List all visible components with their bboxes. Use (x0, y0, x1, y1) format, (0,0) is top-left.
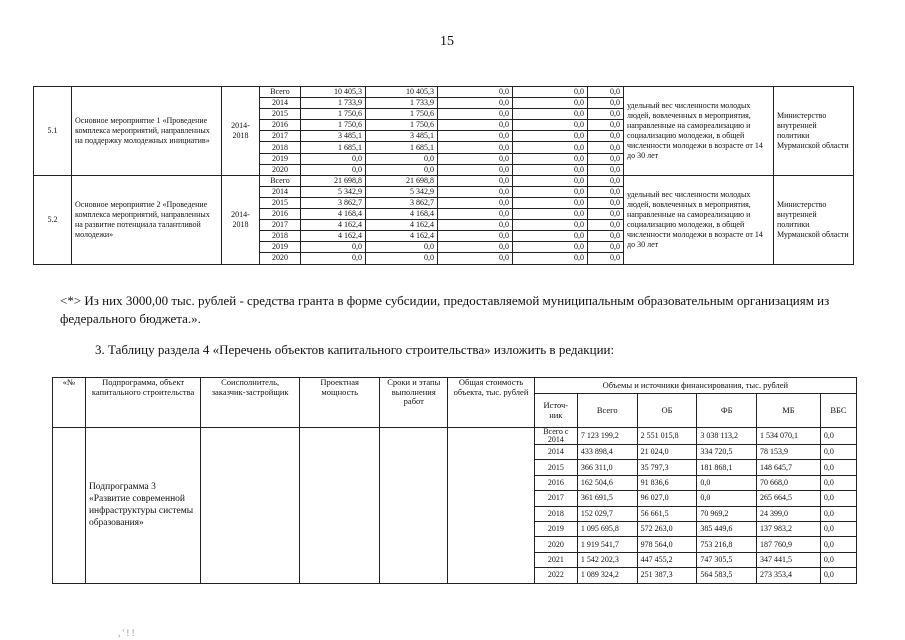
source-cell: 2019 (534, 521, 577, 536)
source-cell: Всего с 2014 (534, 428, 577, 445)
year-cell: 2016 (260, 209, 301, 220)
amount-cell: 0,0 (366, 242, 438, 253)
amount-cell: 0,0 (697, 491, 757, 506)
program-activities-table (33, 86, 854, 265)
amount-cell: 5 342,9 (301, 186, 366, 197)
amount-cell: 7 123 199,2 (577, 428, 637, 445)
amount-cell: 0,0 (513, 142, 588, 153)
amount-cell: 0,0 (588, 120, 624, 131)
amount-cell: 162 504,6 (577, 475, 637, 490)
executor-text: Министерство внутренней политики Мурманской области (774, 87, 854, 176)
amount-cell: 4 162,4 (366, 231, 438, 242)
amount-cell: 3 038 113,2 (697, 428, 757, 445)
amount-cell: 91 836,6 (637, 475, 697, 490)
section-heading: 3. Таблицу раздела 4 «Перечень объектов капитального строительства» изложить в редакции: (95, 342, 615, 357)
amount-cell: 21 698,8 (301, 175, 366, 186)
source-cell: 2021 (534, 552, 577, 567)
header-funding: Объемы и источники финансирования, тыс. рублей (534, 378, 856, 394)
amount-cell: 1 685,1 (301, 142, 366, 153)
amount-cell: 0,0 (438, 98, 513, 109)
amount-cell: 0,0 (820, 552, 856, 567)
amount-cell: 0,0 (588, 253, 624, 264)
amount-cell: 334 720,5 (697, 445, 757, 460)
amount-cell: 187 760,9 (757, 537, 821, 552)
activity-number: 5.2 (34, 175, 72, 264)
source-cell: 2016 (534, 475, 577, 490)
amount-cell: 0,0 (438, 253, 513, 264)
amount-cell: 1 534 070,1 (757, 428, 821, 445)
amount-cell: 0,0 (366, 164, 438, 175)
subprogram-name: Подпрограмма 3 «Развитие современной инфраструктуры системы образования» (85, 428, 200, 584)
year-cell: 2020 (260, 253, 301, 264)
amount-cell: 0,0 (820, 506, 856, 521)
amount-cell: 0,0 (438, 131, 513, 142)
amount-cell: 3 485,1 (366, 131, 438, 142)
amount-cell: 0,0 (513, 186, 588, 197)
amount-cell: 1 685,1 (366, 142, 438, 153)
page-number: 15 (440, 34, 454, 49)
activity-period: 2014-2018 (222, 87, 260, 176)
amount-cell: 0,0 (588, 175, 624, 186)
amount-cell: 978 564,0 (637, 537, 697, 552)
amount-cell: 0,0 (438, 231, 513, 242)
header-total: Всего (577, 394, 637, 428)
source-cell: 2014 (534, 445, 577, 460)
amount-cell: 0,0 (588, 220, 624, 231)
source-cell: 2017 (534, 491, 577, 506)
amount-cell: 0,0 (513, 242, 588, 253)
amount-cell: 35 797,3 (637, 460, 697, 475)
amount-cell: 0,0 (588, 242, 624, 253)
amount-cell: 3 862,7 (366, 197, 438, 208)
amount-cell: 0,0 (513, 153, 588, 164)
year-cell: 2020 (260, 164, 301, 175)
amount-cell: 0,0 (588, 142, 624, 153)
year-cell: 2019 (260, 153, 301, 164)
amount-cell: 0,0 (438, 186, 513, 197)
amount-cell: 0,0 (301, 153, 366, 164)
amount-cell: 70 969,2 (697, 506, 757, 521)
source-cell: 2018 (534, 506, 577, 521)
amount-cell: 0,0 (697, 475, 757, 490)
scan-artifact: , ' ! ! (118, 628, 135, 638)
amount-cell: 0,0 (588, 164, 624, 175)
amount-cell: 0,0 (513, 109, 588, 120)
table-row (34, 175, 854, 186)
amount-cell: 3 862,7 (301, 197, 366, 208)
amount-cell: 0,0 (438, 87, 513, 98)
header-mb: МБ (757, 394, 821, 428)
amount-cell: 21 698,8 (366, 175, 438, 186)
amount-cell: 181 868,1 (697, 460, 757, 475)
year-cell: 2019 (260, 242, 301, 253)
header-cost: Общая стоимость объекта, тыс. рублей (448, 378, 534, 428)
activity-name: Основное мероприятие 2 «Проведение комплекса мероприятий, направленных на развитие потенциала талантливой молодежи» (72, 175, 222, 264)
amount-cell: 572 263,0 (637, 521, 697, 536)
year-cell: 2014 (260, 186, 301, 197)
amount-cell: 0,0 (820, 537, 856, 552)
amount-cell: 1 750,6 (301, 120, 366, 131)
amount-cell: 0,0 (438, 242, 513, 253)
amount-cell: 0,0 (513, 87, 588, 98)
amount-cell: 0,0 (513, 220, 588, 231)
amount-cell: 0,0 (588, 197, 624, 208)
amount-cell: 3 485,1 (301, 131, 366, 142)
cost-cell (448, 428, 534, 584)
amount-cell: 265 664,5 (757, 491, 821, 506)
header-vbs: ВБС (820, 394, 856, 428)
year-cell: Всего (260, 175, 301, 186)
year-cell: 2017 (260, 131, 301, 142)
amount-cell: 0,0 (588, 153, 624, 164)
amount-cell: 0,0 (438, 209, 513, 220)
amount-cell: 0,0 (588, 186, 624, 197)
amount-cell: 0,0 (438, 153, 513, 164)
header-capacity: Проектная мощность (300, 378, 380, 428)
amount-cell: 4 162,4 (366, 220, 438, 231)
indicator-text: удельный вес численности молодых людей, вовлеченных в мероприятия, направленные на самореализацию и социализацию молодежи, в общей численности молодежи в возрасте от 14 до 30 лет (624, 87, 774, 176)
amount-cell: 137 983,2 (757, 521, 821, 536)
amount-cell: 347 441,5 (757, 552, 821, 567)
amount-cell: 56 661,5 (637, 506, 697, 521)
amount-cell: 361 691,5 (577, 491, 637, 506)
amount-cell: 0,0 (588, 98, 624, 109)
amount-cell: 0,0 (820, 521, 856, 536)
amount-cell: 0,0 (438, 175, 513, 186)
amount-cell: 447 455,2 (637, 552, 697, 567)
amount-cell: 1 095 695,8 (577, 521, 637, 536)
amount-cell: 21 024,0 (637, 445, 697, 460)
header-num: «№ (53, 378, 86, 428)
header-ob: ОБ (637, 394, 697, 428)
amount-cell: 0,0 (513, 131, 588, 142)
amount-cell: 251 387,3 (637, 568, 697, 583)
amount-cell: 0,0 (588, 87, 624, 98)
amount-cell: 0,0 (438, 142, 513, 153)
activity-number: 5.1 (34, 87, 72, 176)
header-source: Источ-ник (534, 394, 577, 428)
amount-cell: 0,0 (513, 209, 588, 220)
amount-cell: 70 668,0 (757, 475, 821, 490)
year-cell: 2015 (260, 197, 301, 208)
amount-cell: 0,0 (588, 109, 624, 120)
amount-cell: 1 733,9 (366, 98, 438, 109)
indicator-text: удельный вес численности молодых людей, вовлеченных в мероприятия, направленные на самореализацию и социализацию молодежи, в общей численности молодежи в возрасте от 14 до 30 лет (624, 175, 774, 264)
amount-cell: 0,0 (438, 220, 513, 231)
year-cell: 2015 (260, 109, 301, 120)
amount-cell: 0,0 (301, 253, 366, 264)
year-cell: 2017 (260, 220, 301, 231)
terms-cell (380, 428, 448, 584)
executor-text: Министерство внутренней политики Мурманской области (774, 175, 854, 264)
amount-cell: 433 898,4 (577, 445, 637, 460)
amount-cell: 747 305,5 (697, 552, 757, 567)
amount-cell: 0,0 (513, 253, 588, 264)
amount-cell: 1 750,6 (301, 109, 366, 120)
amount-cell: 0,0 (820, 491, 856, 506)
amount-cell: 273 353,4 (757, 568, 821, 583)
amount-cell: 0,0 (820, 475, 856, 490)
amount-cell: 0,0 (588, 231, 624, 242)
amount-cell: 4 162,4 (301, 231, 366, 242)
header-fb: ФБ (697, 394, 757, 428)
table-row (34, 87, 854, 98)
amount-cell: 4 162,4 (301, 220, 366, 231)
amount-cell: 78 153,9 (757, 445, 821, 460)
table-row (53, 428, 857, 445)
amount-cell: 1 750,6 (366, 120, 438, 131)
amount-cell: 0,0 (820, 428, 856, 445)
amount-cell: 0,0 (301, 242, 366, 253)
amount-cell: 0,0 (820, 568, 856, 583)
footnote: <*> Из них 3000,00 тыс. рублей - средства гранта в форме субсидии, предоставляемой муниципальным образовательным организациям из федерального бюджета.». (60, 293, 830, 326)
amount-cell: 148 645,7 (757, 460, 821, 475)
year-cell: 2018 (260, 231, 301, 242)
amount-cell: 152 029,7 (577, 506, 637, 521)
year-cell: 2016 (260, 120, 301, 131)
amount-cell: 1 089 324,2 (577, 568, 637, 583)
capital-construction-table (52, 377, 857, 584)
header-terms: Сроки и этапы выполнения работ (380, 378, 448, 428)
amount-cell: 366 311,0 (577, 460, 637, 475)
amount-cell: 96 027,0 (637, 491, 697, 506)
amount-cell: 564 583,5 (697, 568, 757, 583)
amount-cell: 5 342,9 (366, 186, 438, 197)
amount-cell: 0,0 (588, 131, 624, 142)
amount-cell: 2 551 015,8 (637, 428, 697, 445)
source-cell: 2020 (534, 537, 577, 552)
amount-cell: 1 919 541,7 (577, 537, 637, 552)
year-cell: 2014 (260, 98, 301, 109)
amount-cell: 0,0 (820, 445, 856, 460)
activity-period: 2014-2018 (222, 175, 260, 264)
capacity-cell (300, 428, 380, 584)
amount-cell: 0,0 (513, 231, 588, 242)
amount-cell: 0,0 (438, 120, 513, 131)
amount-cell: 24 399,0 (757, 506, 821, 521)
activity-name: Основное мероприятие 1 «Проведение комплекса мероприятий, направленных на поддержку молодежных инициатив» (72, 87, 222, 176)
amount-cell: 10 405,3 (366, 87, 438, 98)
amount-cell: 4 168,4 (301, 209, 366, 220)
amount-cell: 1 542 202,3 (577, 552, 637, 567)
amount-cell: 0,0 (366, 153, 438, 164)
amount-cell: 1 733,9 (301, 98, 366, 109)
header-coexecutor: Соисполнитель, заказчик-застройщик (201, 378, 300, 428)
amount-cell: 385 449,6 (697, 521, 757, 536)
amount-cell: 753 216,8 (697, 537, 757, 552)
amount-cell: 0,0 (513, 98, 588, 109)
coexecutor-cell (201, 428, 300, 584)
header-subprogram: Подпрограмма, объект капитального строительства (85, 378, 200, 428)
amount-cell: 0,0 (820, 460, 856, 475)
amount-cell: 0,0 (513, 197, 588, 208)
year-cell: Всего (260, 87, 301, 98)
amount-cell: 0,0 (513, 175, 588, 186)
amount-cell: 0,0 (588, 209, 624, 220)
amount-cell: 0,0 (366, 253, 438, 264)
amount-cell: 0,0 (301, 164, 366, 175)
amount-cell: 0,0 (513, 120, 588, 131)
amount-cell: 0,0 (513, 164, 588, 175)
amount-cell: 4 168,4 (366, 209, 438, 220)
amount-cell: 0,0 (438, 109, 513, 120)
amount-cell: 0,0 (438, 164, 513, 175)
source-cell: 2022 (534, 568, 577, 583)
source-cell: 2015 (534, 460, 577, 475)
num-cell (53, 428, 86, 584)
year-cell: 2018 (260, 142, 301, 153)
amount-cell: 1 750,6 (366, 109, 438, 120)
amount-cell: 10 405,3 (301, 87, 366, 98)
amount-cell: 0,0 (438, 197, 513, 208)
